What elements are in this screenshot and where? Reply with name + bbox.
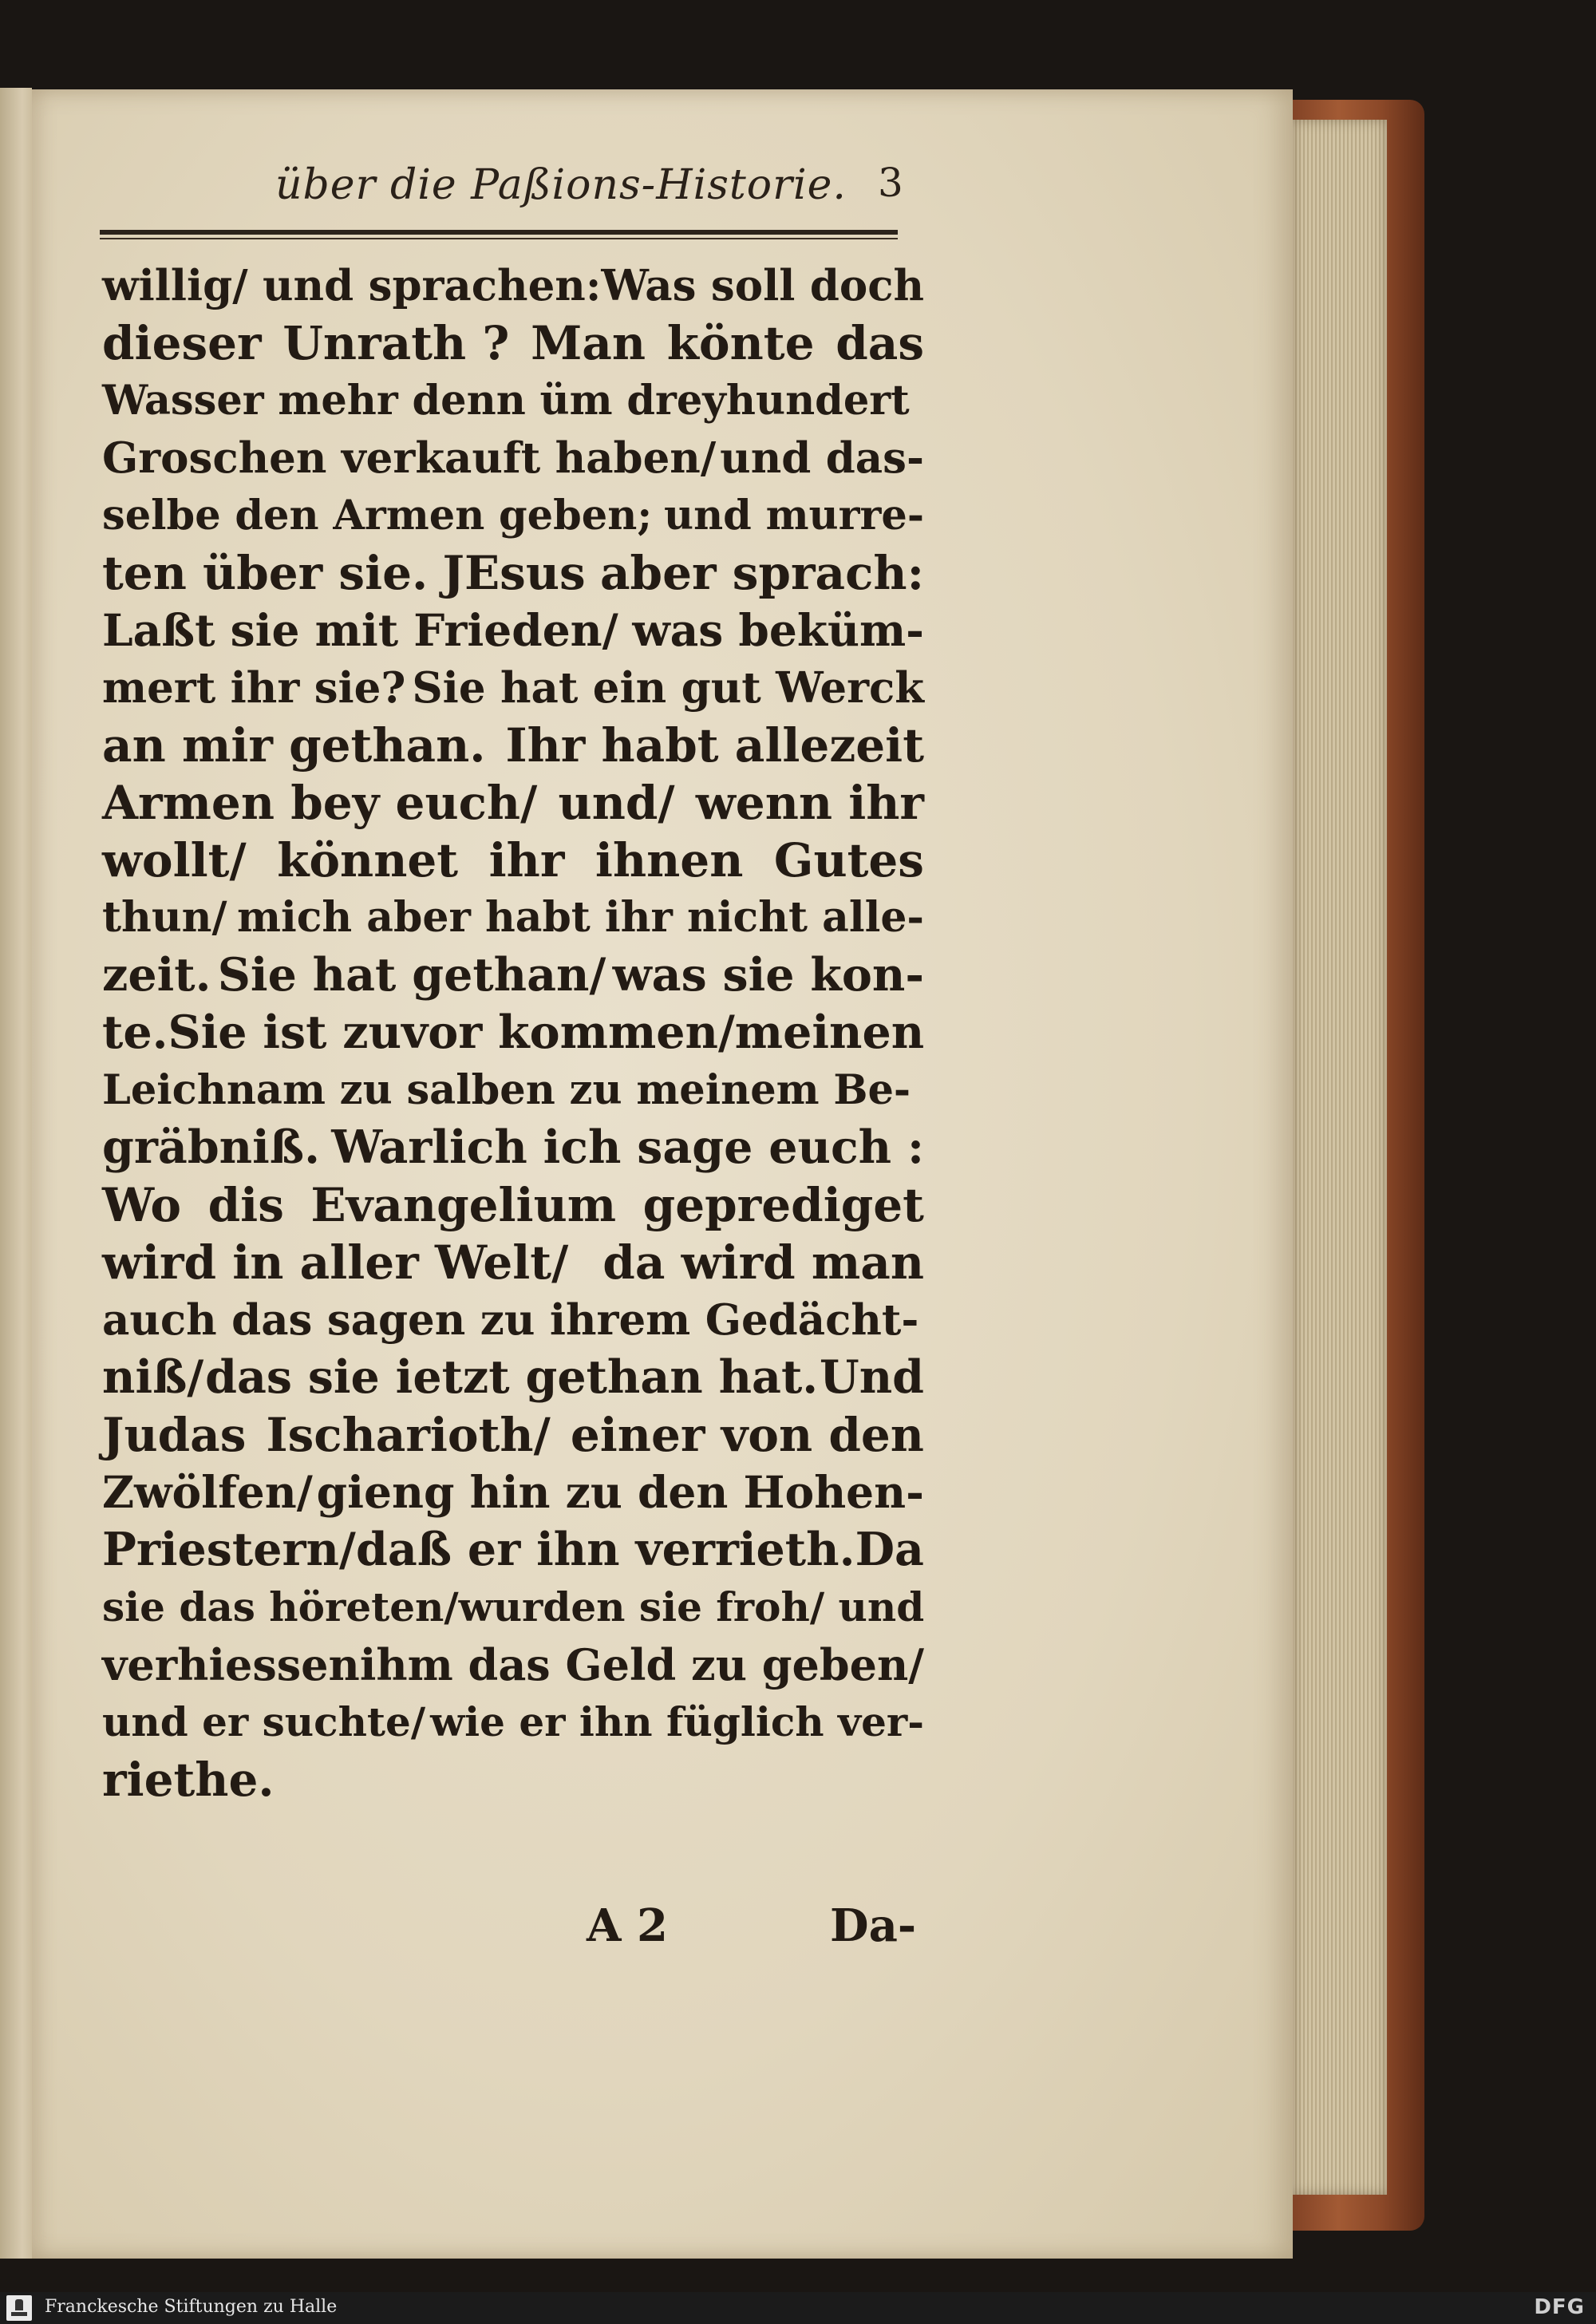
text-segment: Evangelium [310, 1178, 617, 1232]
text-segment: Wasser mehr denn üm dreyhundert [102, 377, 910, 425]
text-segment: Sie hat ein gut Werck [412, 663, 924, 713]
text-segment: thun/ [102, 893, 227, 942]
text-line [102, 544, 924, 602]
text-line [102, 1464, 924, 1521]
text-line [102, 257, 924, 314]
text-line [102, 314, 924, 372]
text-line [102, 1751, 924, 1808]
text-segment: geprediget [642, 1178, 924, 1232]
text-line [102, 1636, 924, 1694]
text-segment: Gutes [773, 833, 924, 887]
text-segment: dis [207, 1178, 284, 1232]
text-line [102, 1176, 924, 1234]
text-segment: zeit. [102, 948, 211, 1002]
text-segment: ihr [488, 833, 565, 887]
footer-institution: Franckesche Stiftungen zu Halle [45, 2297, 338, 2317]
text-line [102, 1349, 924, 1406]
text-line [102, 1579, 924, 1636]
text-segment: wenn ihr [695, 776, 924, 830]
text-segment: wie er ihn füglich ver- [430, 1698, 924, 1745]
text-segment: mert ihr sie? [102, 663, 406, 713]
text-line [102, 947, 924, 1004]
text-line [102, 774, 924, 832]
text-segment: auch das sagen zu ihrem Gedächt- [102, 1295, 919, 1345]
text-segment: das sie ietzt gethan hat. [205, 1350, 819, 1404]
text-segment: te. [102, 1006, 168, 1059]
header-rule-thin [100, 238, 898, 239]
text-line [102, 659, 924, 717]
text-line [102, 1406, 924, 1464]
page-number: 3 [878, 160, 903, 206]
text-segment: willig/ und sprachen: [102, 261, 602, 310]
text-segment: sie das höreten/ [102, 1583, 459, 1630]
text-segment: an mir gethan. [102, 718, 486, 773]
text-line [102, 602, 924, 659]
text-line [102, 889, 924, 947]
text-segment: Sie ist zuvor kommen/ [168, 1006, 735, 1059]
text-segment: Man [531, 316, 646, 370]
text-segment: Priestern/ [102, 1523, 356, 1576]
text-segment: ten über sie. [102, 546, 429, 600]
text-segment: könte [666, 316, 815, 370]
text-segment: Laßt sie mit Frieden/ [102, 604, 618, 656]
text-segment: Wo [102, 1178, 182, 1232]
text-segment: Da [855, 1523, 924, 1576]
text-segment: könnet [277, 833, 459, 887]
text-segment: Groschen verkauft haben/ [102, 433, 717, 483]
body-text [102, 257, 924, 1808]
text-segment: gieng hin zu den Hohen- [316, 1466, 924, 1518]
institution-logo-icon [6, 2295, 32, 2321]
text-segment: einer von den [570, 1408, 924, 1462]
text-line [102, 372, 924, 429]
text-segment: Unrath ? [282, 316, 510, 370]
text-segment: verhiessen [102, 1639, 360, 1690]
text-segment: und/ [558, 776, 675, 830]
text-segment: ihnen [595, 833, 744, 887]
text-segment: JEsus [442, 546, 586, 600]
text-segment: Sie hat gethan/ [217, 948, 606, 1002]
text-segment: und er suchte/ [102, 1698, 426, 1745]
catchword: Da- [830, 1899, 917, 1952]
text-segment: was beküm- [632, 604, 924, 656]
text-segment: dieser [102, 316, 262, 370]
text-segment: wurden sie froh/ und [458, 1583, 925, 1630]
text-line [102, 1694, 924, 1751]
text-segment: Warlich ich sage euch : [331, 1120, 924, 1174]
text-segment: und murre- [664, 492, 924, 540]
text-line [102, 1234, 924, 1291]
text-segment: niß/ [102, 1350, 204, 1404]
text-segment: wollt/ [102, 833, 247, 887]
header-rule [100, 230, 898, 235]
text-line [102, 1119, 924, 1176]
footer-bar [0, 2292, 1596, 2324]
text-segment: ihm das Geld zu geben/ [359, 1639, 924, 1690]
text-segment: selbe den Armen geben; [102, 492, 653, 540]
text-line [102, 717, 924, 774]
text-line [102, 1291, 924, 1349]
text-segment: was sie kon- [612, 948, 924, 1002]
text-segment: gräbniß. [102, 1120, 320, 1174]
text-segment: Armen bey euch/ [102, 776, 538, 830]
text-segment: Judas [102, 1408, 247, 1462]
signature-mark: A 2 [587, 1899, 668, 1952]
text-segment: das [836, 316, 924, 370]
text-line [102, 1004, 924, 1061]
text-line [102, 487, 924, 544]
text-segment: riethe. [102, 1753, 275, 1807]
text-segment: da wird man [602, 1235, 924, 1290]
text-segment: und das- [720, 433, 924, 483]
text-segment: wird in aller Welt/ [102, 1235, 569, 1290]
previous-page-edge [0, 88, 32, 2259]
text-segment: Ischarioth/ [266, 1408, 551, 1462]
text-line [102, 1521, 924, 1579]
text-line [102, 1061, 924, 1119]
text-segment: Leichnam zu salben zu meinem Be- [102, 1066, 911, 1114]
text-segment: Und [819, 1350, 924, 1404]
text-segment: Zwölfen/ [102, 1466, 313, 1518]
dfg-logo: DFG [1534, 2295, 1585, 2319]
text-segment: aber sprach: [599, 546, 924, 600]
text-segment: Was soll doch [601, 261, 925, 310]
page-fore-edge [1293, 120, 1387, 2195]
text-segment: daß er ihn verrieth. [355, 1523, 855, 1576]
text-line [102, 429, 924, 487]
running-head: über die Paßions-Historie. [275, 161, 847, 209]
text-segment: mich aber habt ihr nicht alle- [236, 893, 924, 942]
text-segment: Ihr habt allezeit [505, 718, 924, 773]
text-line [102, 832, 924, 889]
text-segment: meinen [734, 1006, 925, 1059]
